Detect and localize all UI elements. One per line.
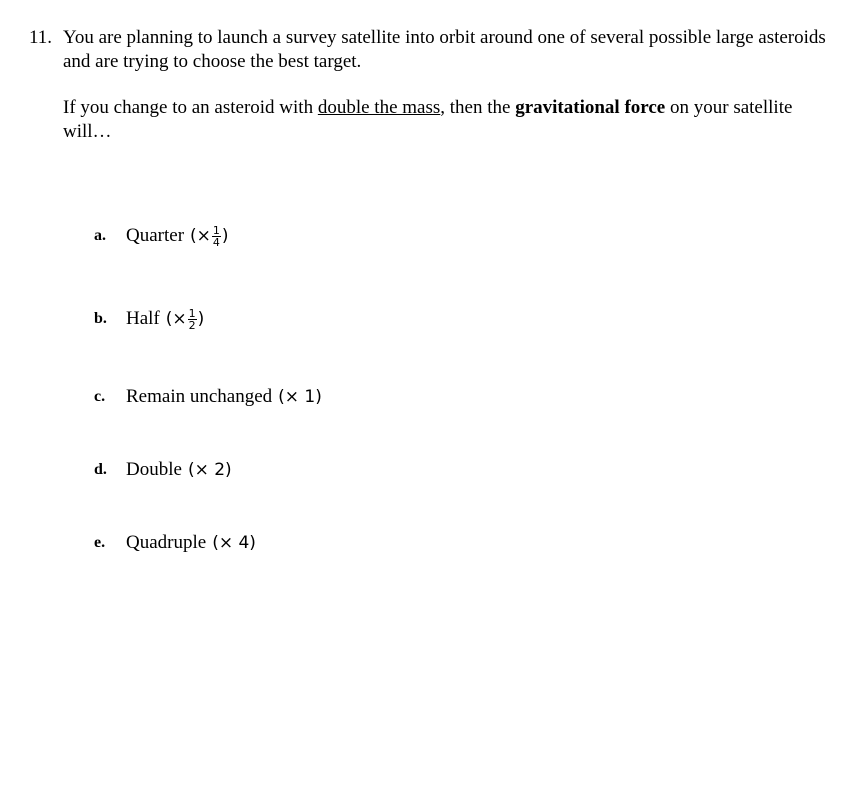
option-e[interactable] [94, 528, 256, 558]
option-multiplier: (× 4) [212, 533, 256, 553]
option-multiplier: (× 1) [278, 387, 322, 407]
option-label: Remain unchanged [126, 386, 273, 407]
fraction-denominator: 2 [188, 318, 196, 332]
multiplier-open: (× [165, 309, 187, 329]
multiplier-close: ) [197, 309, 205, 329]
option-letter: c. [94, 388, 106, 405]
prompt-bold: gravitational force [515, 97, 666, 118]
option-multiplier [190, 225, 229, 248]
prompt-text-3: on your satellite will… [63, 97, 793, 142]
option-letter: d. [94, 461, 107, 478]
question-text: You are planning to launch a survey satellite into orbit around one of several possible large asteroids and are trying to choose the best target. [63, 27, 826, 72]
option-letter: b. [94, 310, 107, 327]
option-letter: e. [94, 534, 106, 551]
option-label: Double [126, 459, 182, 480]
fraction [188, 308, 197, 331]
option-label: Quarter [126, 225, 185, 246]
option-multiplier: (× 2) [187, 460, 232, 480]
option-b[interactable] [94, 304, 204, 334]
multiplier-close: ) [221, 226, 229, 246]
prompt-underlined: double the mass [317, 97, 441, 118]
multiplier-open: (× [190, 226, 211, 246]
question-stem [29, 26, 829, 74]
option-label: Quadruple [126, 532, 207, 553]
prompt-text-2: , then the [440, 97, 516, 118]
prompt-text-1: If you change to an asteroid with [63, 97, 318, 118]
option-letter: a. [94, 227, 106, 244]
option-c[interactable] [94, 382, 322, 412]
option-label: Half [126, 308, 160, 329]
option-d[interactable] [94, 455, 232, 485]
fraction-denominator: 4 [212, 235, 220, 249]
fraction [212, 225, 221, 248]
option-a[interactable] [94, 221, 229, 251]
fraction-numerator: 1 [212, 223, 220, 237]
fraction-numerator: 1 [188, 306, 196, 320]
question-number: 11. [29, 27, 53, 48]
option-multiplier [166, 308, 205, 331]
question-prompt [63, 96, 823, 144]
question-block [29, 26, 829, 144]
